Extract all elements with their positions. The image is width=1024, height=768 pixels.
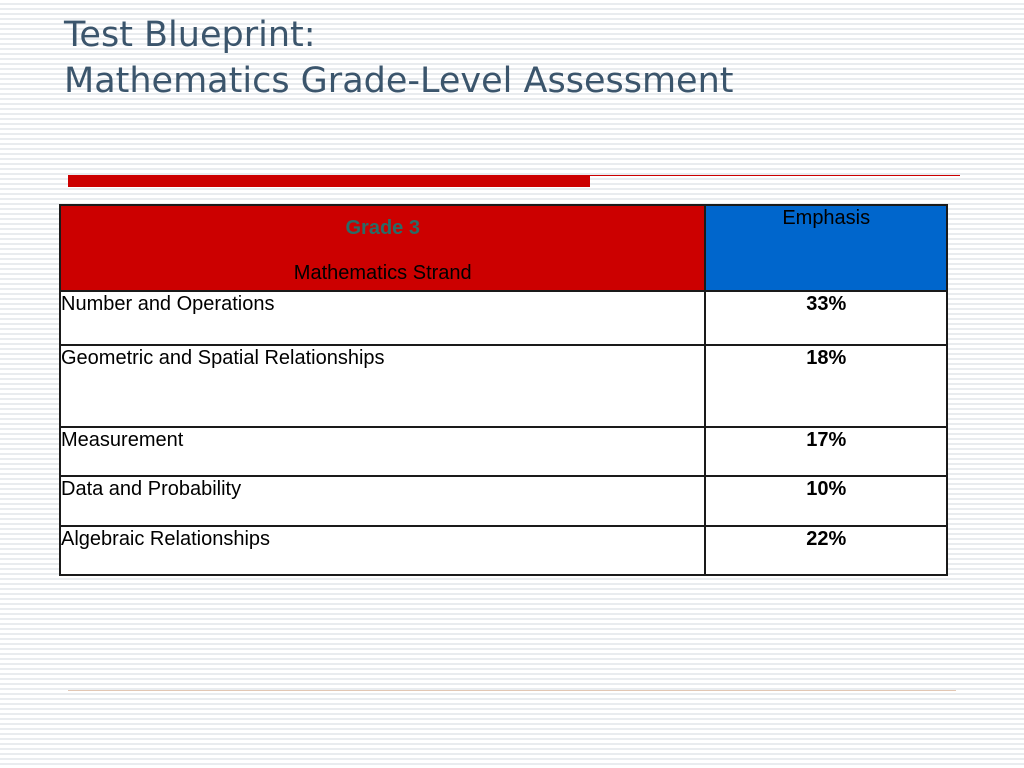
grade-label: Grade 3 <box>345 217 420 239</box>
table-row <box>60 291 947 345</box>
strand-cell: Data and Probability <box>60 476 705 526</box>
slide-title <box>64 12 733 104</box>
emphasis-header: Emphasis <box>782 207 871 229</box>
emphasis-cell: 17% <box>705 427 947 476</box>
strand-cell: Number and Operations <box>60 291 705 345</box>
header-emphasis-cell <box>705 205 947 291</box>
blueprint-table <box>59 204 948 576</box>
title-accent-line <box>590 175 960 176</box>
slide-title-line-2: Mathematics Grade-Level Assessment <box>64 61 734 101</box>
emphasis-cell: 22% <box>705 526 947 575</box>
slide-title-line-1: Test Blueprint: <box>64 15 316 55</box>
emphasis-cell: 33% <box>705 291 947 345</box>
emphasis-cell: 18% <box>705 345 947 427</box>
strand-header: Mathematics Strand <box>293 262 472 284</box>
emphasis-cell: 10% <box>705 476 947 526</box>
strand-cell: Geometric and Spatial Relationships <box>60 345 705 427</box>
table-row <box>60 526 947 575</box>
footer-divider <box>68 690 956 691</box>
table-row <box>60 476 947 526</box>
header-strand-cell <box>60 205 705 291</box>
table-row <box>60 427 947 476</box>
strand-cell: Measurement <box>60 427 705 476</box>
table-row <box>60 345 947 427</box>
strand-cell: Algebraic Relationships <box>60 526 705 575</box>
title-accent-bar <box>68 175 590 187</box>
table-header-row <box>60 205 947 291</box>
